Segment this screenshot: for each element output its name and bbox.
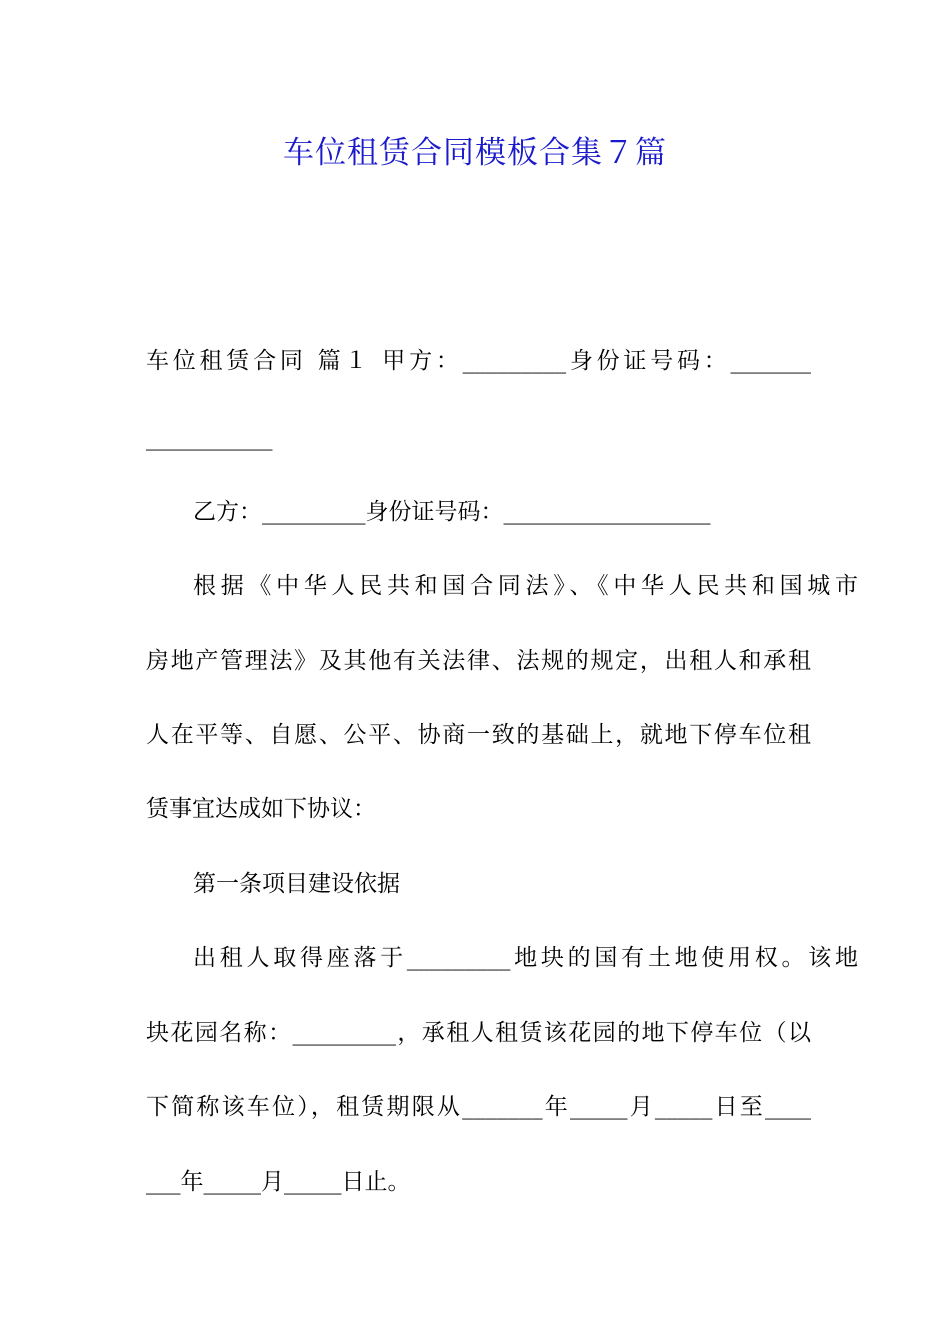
document-line-preamble-4: 赁事宜达成如下协议： xyxy=(146,796,376,822)
document-line-preamble-1: 根据《中华人民共和国合同法》、《中华人民共和国城市 xyxy=(193,573,858,599)
document-line-article-2: 块花园名称：_________，承租人租赁该花园的地下停车位（以 xyxy=(146,1020,811,1046)
document-line-preamble-2: 房地产管理法》及其他有关法律、法规的规定，出租人和承租 xyxy=(146,648,811,674)
article-heading: 第一条项目建设依据 xyxy=(193,871,400,897)
document-line-contract-header: 车位租赁合同 篇１ 甲方：_________身份证号码：_______ xyxy=(146,348,811,374)
document-line-id-continuation: ___________ xyxy=(146,425,273,451)
document-line-party-b: 乙方：_________身份证号码：__________________ xyxy=(193,499,711,525)
document-line-article-3: 下简称该车位），租赁期限从_______年_____月_____日至____ xyxy=(146,1094,811,1120)
document-line-article-1: 出租人取得座落于_________地块的国有土地使用权。该地 xyxy=(193,945,858,971)
document-line-preamble-3: 人在平等、自愿、公平、协商一致的基础上，就地下停车位租 xyxy=(146,722,811,748)
document-line-article-4: ___年_____月_____日止。 xyxy=(146,1169,411,1195)
document-title: 车位租赁合同模板合集７篇 xyxy=(283,135,667,171)
